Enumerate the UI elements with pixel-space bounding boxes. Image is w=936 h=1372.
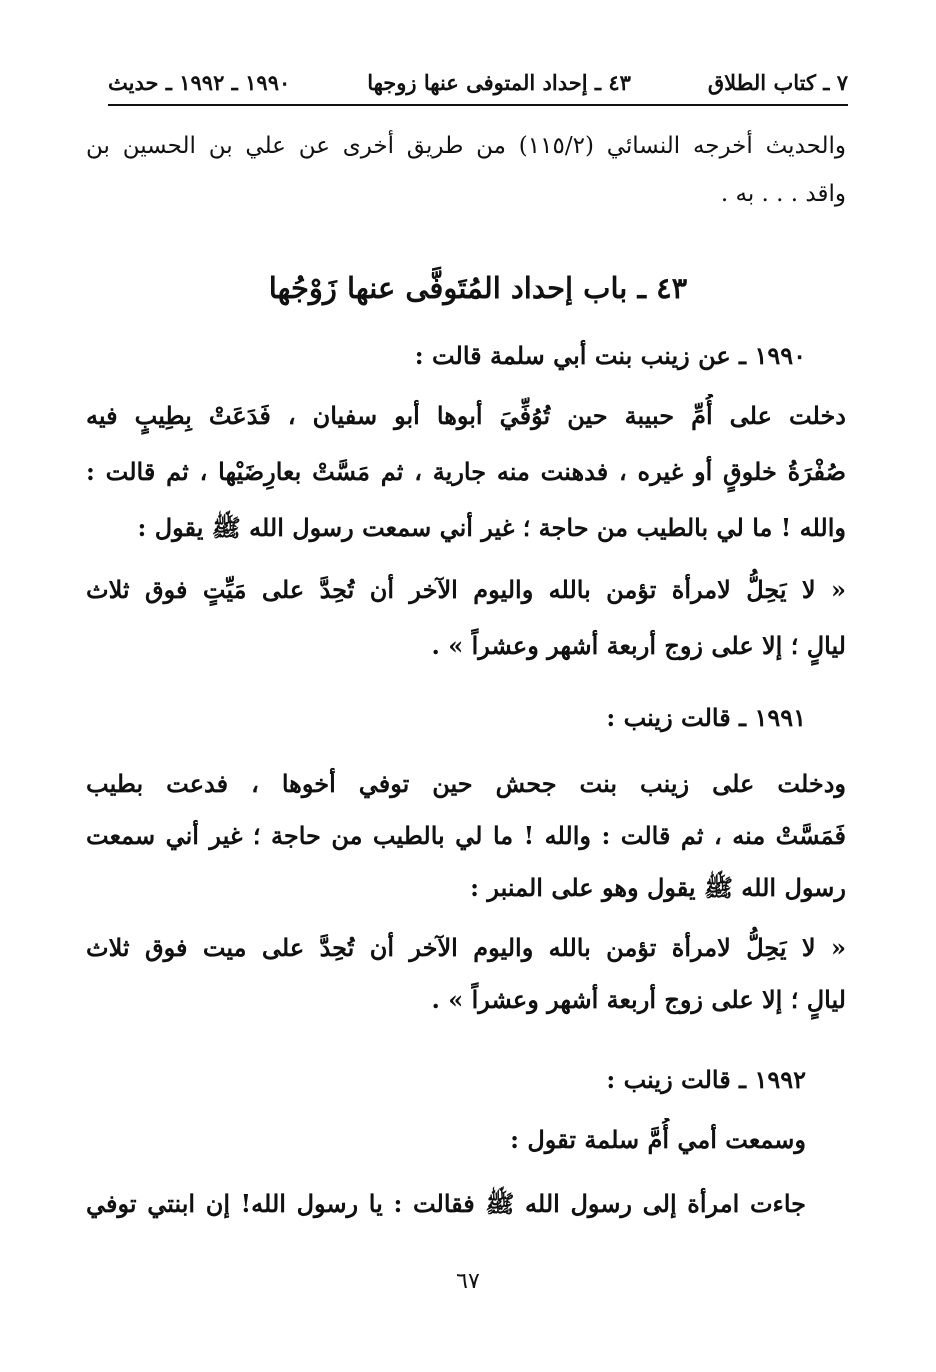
hadith-1992-line-1: وسمعت أمي أُمَّ سلمة تقول :: [510, 1125, 806, 1154]
chapter-title: ٤٣ ـ باب إحداد المُتَوفَّى عنها زَوْجُها: [268, 271, 688, 305]
page-number: ٦٧: [456, 1269, 480, 1294]
running-header: [108, 60, 848, 104]
hadith-1990-line-3: والله ! ما لي بالطيب من حاجة ؛ غير أني سمعت رسول الله ﷺ يقول :: [137, 513, 846, 542]
hadith-1991-heading: ١٩٩١ ـ قالت زينب :: [606, 703, 806, 732]
intro-line-2: واقد . . . به .: [720, 181, 846, 207]
header-rule: [108, 104, 848, 106]
header-range: ١٩٩٠ ـ ١٩٩٢ ـ حديث: [108, 69, 291, 95]
hadith-1992-line-2: جاءت امرأة إلى رسول الله ﷺ فقالت : يا رسول الله! إن ابنتي توفي: [86, 1189, 806, 1218]
intro-line-1: والحديث أخرجه النسائي (١١٥/٢) من طريق أخرى عن علي بن الحسين بن: [86, 133, 846, 159]
hadith-1991-quote-2: ليالٍ ؛ إلا على زوج أربعة أشهر وعشراً » .: [431, 985, 846, 1014]
hadith-1990-quote-2: ليالٍ ؛ إلا على زوج أربعة أشهر وعشراً » .: [431, 631, 846, 660]
hadith-1991-line-1: ودخلت على زينب بنت جحش حين توفي أخوها ، فدعت بطيب: [86, 769, 846, 798]
hadith-1990-line-1: دخلت على أُمِّ حبيبة حين تُوُفِّيَ أبوها أبو سفيان ، فَدَعَتْ بِطِيبٍ فيه: [86, 401, 846, 430]
hadith-1990-line-2: صُفْرَةُ خلوقٍ أو غيره ، فدهنت منه جارية ، ثم مَسَّتْ بعارِضَيْها ، ثم قالت :: [86, 457, 846, 486]
hadith-1991-quote-1: « لا يَحِلُّ لامرأة تؤمن بالله واليوم الآخر أن تُحِدَّ على ميت فوق ثلاث: [86, 933, 846, 962]
header-section: ٤٣ ـ إحداد المتوفى عنها زوجها: [367, 69, 631, 95]
hadith-1990-heading: ١٩٩٠ ـ عن زينب بنت أبي سلمة قالت :: [414, 341, 806, 370]
hadith-1991-line-2: فَمَسَّتْ منه ، ثم قالت : والله ! ما لي بالطيب من حاجة ؛ غير أني سمعت: [86, 821, 846, 850]
hadith-1990-quote-1: « لا يَحِلُّ لامرأة تؤمن بالله واليوم الآخر أن تُحِدَّ على مَيِّتٍ فوق ثلاث: [86, 575, 846, 604]
hadith-1991-line-3: رسول الله ﷺ يقول وهو على المنبر :: [470, 873, 846, 902]
hadith-1992-heading: ١٩٩٢ ـ قالت زينب :: [606, 1065, 806, 1094]
header-chapter: ٧ ـ كتاب الطلاق: [707, 69, 848, 95]
